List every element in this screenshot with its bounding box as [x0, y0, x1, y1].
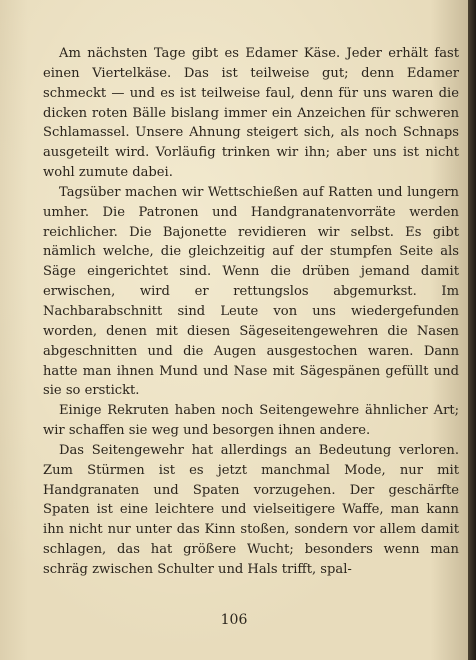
paragraph-2: Tagsüber machen wir Wettschießen auf Ratten und lungern umher. Die Patronen und Handgranatenvorräte werden reichlicher. Die Bajonette revidieren wir selbst. Es gibt nämlich welche, die gleichzeitig auf der stumpfen Seite als Säge eingerichtet sind. Wenn die drüben jemand damit erwischen, wird er rettungslos abgemurkst. Im Nachbarabschnitt sind Leute von uns wiedergefunden worden, denen mit diesen Sägeseitengewehren die Nasen abgeschnitten und die Augen ausgestochen waren. Dann hatte man ihnen Mund und Nase mit Sägespänen gefüllt und sie so erstickt. [43, 184, 459, 399]
paragraph-1: Am nächsten Tage gibt es Edamer Käse. Jeder erhält fast einen Viertelkäse. Das ist teilweise gut; denn Edamer schmeckt — und es ist teilweise faul, denn für uns waren die dicken roten Bälle bislang immer ein Anzeichen für schweren Schlamassel. Unsere Ahnung steigert sich, als noch Schnaps ausgeteilt wird. Vorläufig trinken wir ihn; aber uns ist nicht wohl zumute dabei. [43, 46, 459, 181]
body-text [43, 44, 459, 580]
page-number: 106 [220, 612, 248, 628]
paragraph-3: Einige Rekruten haben noch Seitengewehre ähnlicher Art; wir schaffen sie weg und besorgen ihnen andere. [43, 403, 459, 439]
page-edge-shadow [468, 0, 476, 660]
paragraph-4: Das Seitengewehr hat allerdings an Bedeutung verloren. Zum Stürmen ist es jetzt manchmal Mode, nur mit Handgranaten und Spaten vorzugehen. Der geschärfte Spaten ist eine leichtere und vielseitigere Waffe, man kann ihn nicht nur unter das Kinn stoßen, sondern vor allem damit schlagen, das hat größere Wucht; besonders wenn man schräg zwischen Schulter und Hals trifft, spal- [43, 442, 459, 577]
